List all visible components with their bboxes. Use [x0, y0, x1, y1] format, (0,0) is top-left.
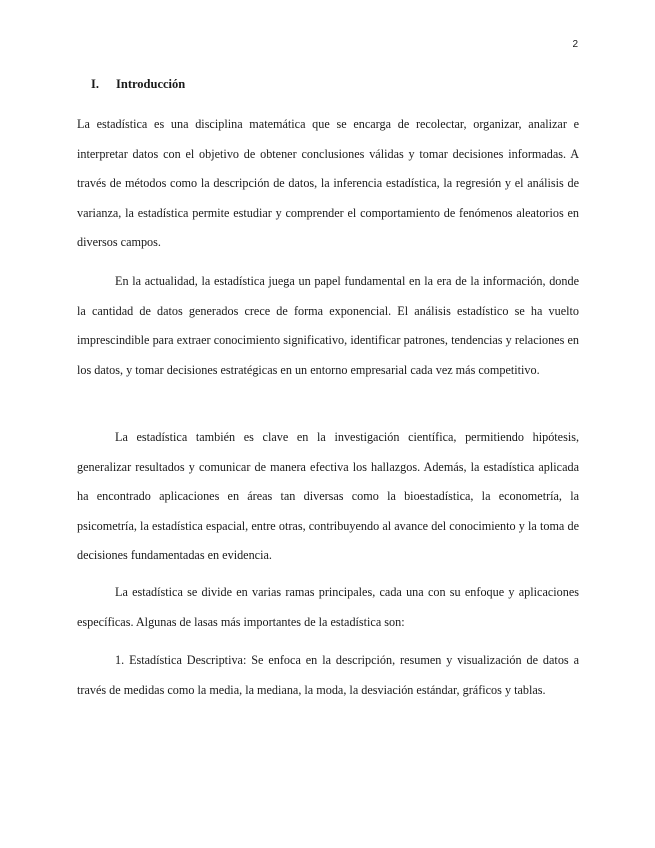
paragraph-2: En la actualidad, la estadística juega un papel fundamental en la era de la información, donde la cantidad de datos generados crece de forma exponencial. El análisis estadístico se ha vuelto imprescindible para extraer conocimiento significativo, identificar patrones, tendencias y relaciones en los datos, y tomar decisiones estratégicas en un entorno empresarial cada vez más competitivo. [77, 274, 579, 377]
paragraph-4: La estadística se divide en varias ramas principales, cada una con su enfoque y aplicaciones específicas. Algunas de lasas más importantes de la estadística son: [77, 585, 579, 629]
page-number: 2 [572, 39, 578, 50]
section-number: I. [91, 77, 99, 91]
section-title: Introducción [116, 77, 186, 91]
paragraph-3: La estadística también es clave en la investigación científica, permitiendo hipótesis, generalizar resultados y comunicar de manera efectiva los hallazgos. Además, la estadística aplicada ha encontrado aplicaciones en áreas tan diversas como la bioestadística, la econometría, la psicometría, la estadística espacial, entre otras, contribuyendo al avance del conocimiento y la toma de decisiones fundamentadas en evidencia. [77, 430, 579, 563]
list-item-descriptive-statistics: 1. Estadística Descriptiva: Se enfoca en la descripción, resumen y visualización de datos a través de medidas como la media, la mediana, la moda, la desviación estándar, gráficos y tablas. [77, 653, 579, 697]
paragraph-1: La estadística es una disciplina matemática que se encarga de recolectar, organizar, analizar e interpretar datos con el objetivo de obtener conclusiones válidas y tomar decisiones informadas. A través de métodos como la descripción de datos, la inferencia estadística, la regresión y el análisis de varianza, la estadística permite estudiar y comprender el comportamiento de fenómenos aleatorios en diversos campos. [77, 117, 579, 250]
section-heading [91, 77, 185, 92]
